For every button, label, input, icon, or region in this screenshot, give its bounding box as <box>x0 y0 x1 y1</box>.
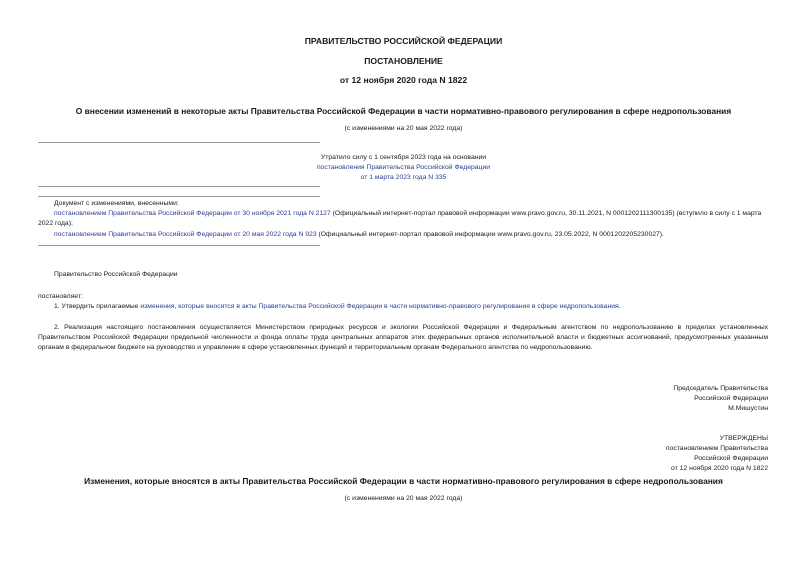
change-link-1[interactable]: постановлением Правительства Российской Федерации от 30 ноября 2021 года N 2127 <box>54 210 331 217</box>
signature-block <box>673 384 768 414</box>
change-text-1: (Официальный интернет-портал правовой информации www.pravo.gov.ru, 30.11.2021, N 0001202111300135) (вступило в силу с 1 марта 2022 года); <box>38 210 762 227</box>
changes-intro: Документ с изменениями, внесенными: <box>54 200 179 207</box>
divider <box>38 245 320 246</box>
expired-link-1[interactable]: постановления Правительства Российской Федерации <box>316 164 491 171</box>
change-text-2: (Официальный интернет-портал правовой информации www.pravo.gov.ru, 23.05.2022, N 0001202205230027). <box>316 231 664 238</box>
amended-note: (с изменениями на 20 мая 2022 года) <box>344 125 463 132</box>
appendix-title: Изменения, которые вносятся в акты Правительства Российской Федерации в части нормативно-правового регулирования в сфере недропользования <box>84 476 723 486</box>
paragraph-2: 2. Реализация настоящего постановления осуществляется Министерством природных ресурсов и экологии Российской Федерации и Федеральным агентством по недропользованию в пределах установленных Правительством Российской Федерации предельной численности и фонда оплаты труда центральных аппаратов этих федеральных органов исполнительной власти и бюджетных ассигнований, предусмотренных указанным органам в федеральном бюджете на руководство и управление в сфере установленных функций и территориальным органам Федерального агентства по недропользованию. <box>38 324 768 351</box>
change-item-1 <box>38 209 768 229</box>
approved-block <box>666 434 768 474</box>
divider <box>38 196 320 197</box>
paragraph-1-start: 1. Утвердить прилагаемые <box>54 303 141 310</box>
signature-name: М.Мишустин <box>728 405 768 412</box>
signature-country: Российской Федерации <box>694 395 768 402</box>
document-type: ПОСТАНОВЛЕНИЕ <box>364 56 443 66</box>
approved-heading: УТВЕРЖДЕНЫ <box>719 435 768 442</box>
change-item-2 <box>38 230 768 240</box>
divider <box>38 142 320 143</box>
expired-link-2[interactable]: от 1 марта 2023 года N 335 <box>360 174 447 181</box>
paragraph-1-link[interactable]: изменения, которые вносятся в акты Правительства Российской Федерации в части нормативно-правового регулирования в сфере недропользования <box>140 303 619 310</box>
decides-line: постановляет: <box>38 293 83 300</box>
approved-by: постановлением Правительства <box>665 445 768 452</box>
appendix-amended-note: (с изменениями на 20 мая 2022 года) <box>344 495 463 502</box>
paragraph-1-end: . <box>618 303 621 310</box>
signature-position: Председатель Правительства <box>673 385 768 392</box>
divider <box>38 186 320 187</box>
paragraph-1 <box>38 302 768 312</box>
document-date-number: от 12 ноября 2020 года N 1822 <box>339 75 468 85</box>
government-line: Правительство Российской Федерации <box>54 271 178 278</box>
change-link-2[interactable]: постановлением Правительства Российской Федерации от 20 мая 2022 года N 923 <box>54 231 317 238</box>
expired-line: Утратило силу с 1 сентября 2023 года на основании <box>320 154 487 161</box>
government-heading: ПРАВИТЕЛЬСТВО РОССИЙСКОЙ ФЕДЕРАЦИИ <box>304 36 503 46</box>
approved-country: Российской Федерации <box>694 455 768 462</box>
expired-notice <box>0 153 807 183</box>
approved-date-number: от 12 ноября 2020 года N 1822 <box>671 465 768 472</box>
document-title: О внесении изменений в некоторые акты Правительства Российской Федерации в части нормативно-правового регулирования в сфере недропользования <box>75 106 732 116</box>
